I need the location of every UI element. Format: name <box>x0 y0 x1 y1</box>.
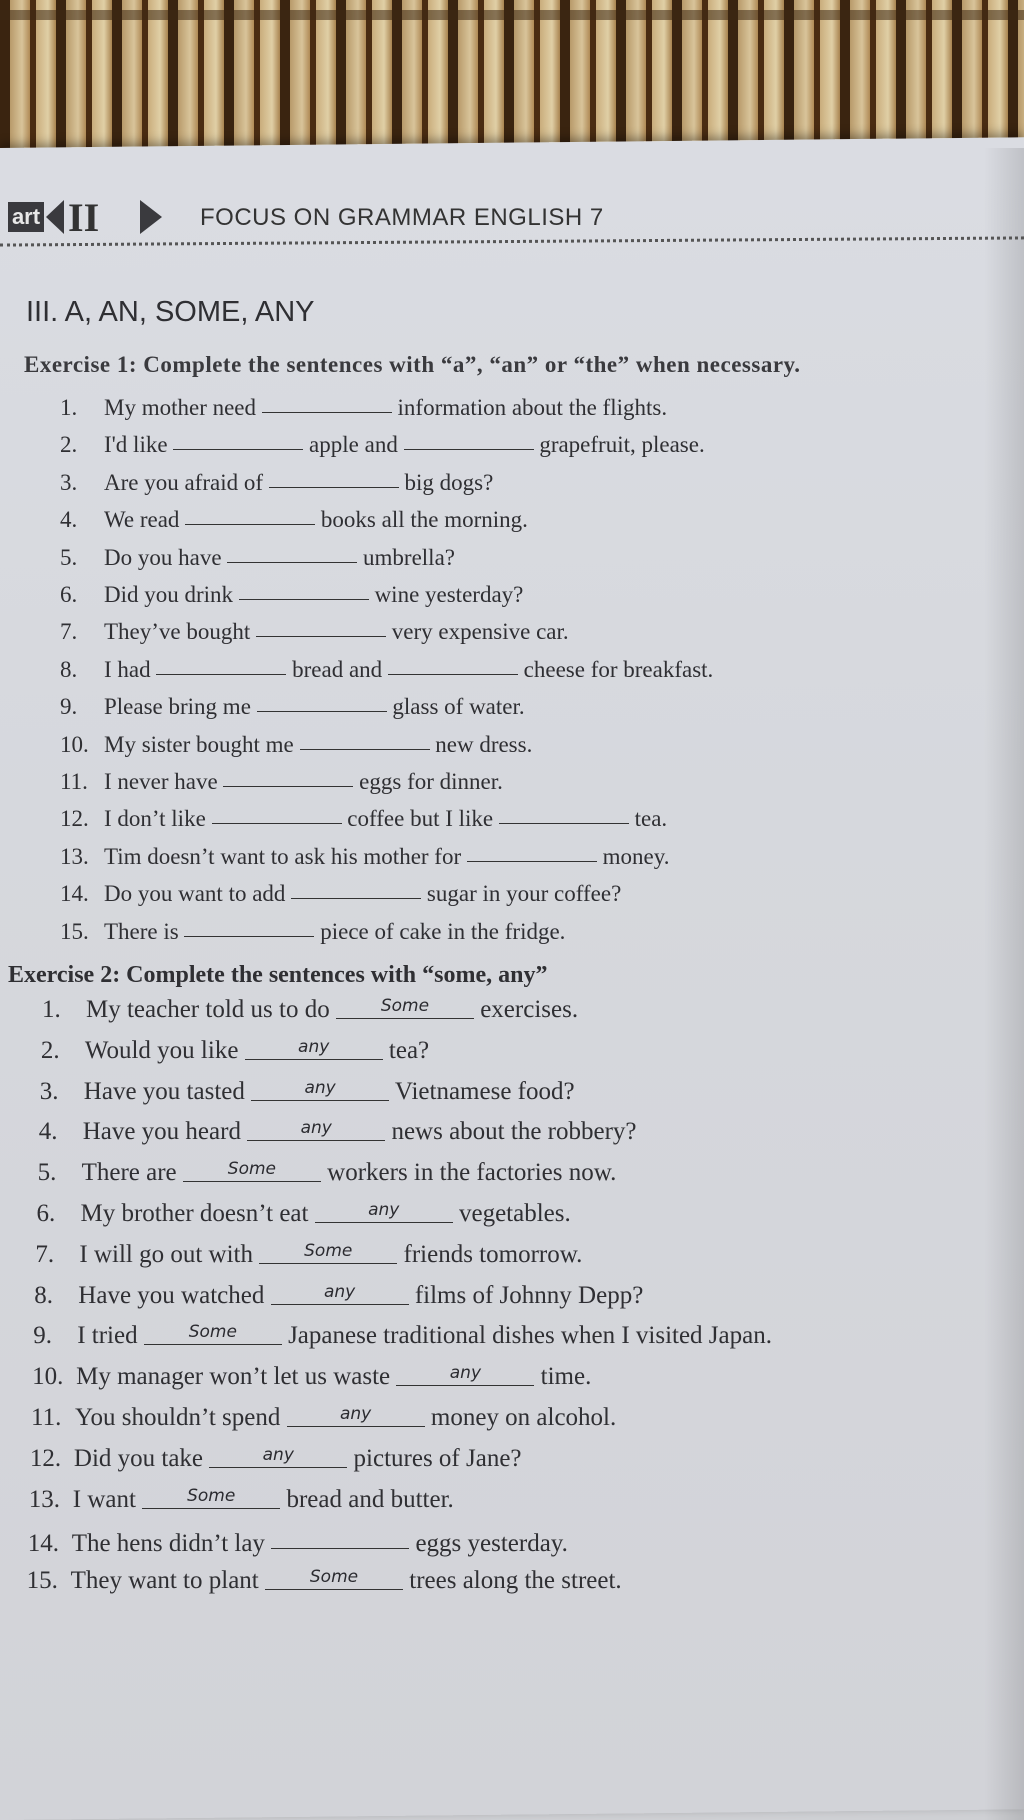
item-text: piece of cake in the fridge. <box>314 918 566 944</box>
answer-blank[interactable] <box>262 388 392 413</box>
item-number: 14. <box>60 881 89 907</box>
answer-blank[interactable] <box>184 912 314 937</box>
item-text: information about the flights. <box>391 395 668 420</box>
answer-blank[interactable] <box>499 799 629 824</box>
answer-blank[interactable] <box>265 1565 403 1590</box>
exercise-item <box>60 914 565 945</box>
item-text: coffee but I like <box>341 806 499 832</box>
item-number: 5. <box>37 1159 57 1187</box>
handwritten-answer: any <box>262 1444 294 1465</box>
exercise-item <box>32 1363 591 1391</box>
item-text: bread and <box>286 656 388 682</box>
answer-blank[interactable] <box>247 1116 385 1141</box>
item-text: They’ve bought <box>104 619 257 645</box>
answer-blank[interactable] <box>185 500 315 525</box>
item-text: My manager won’t let us waste <box>76 1363 397 1391</box>
exercise-item <box>60 540 455 571</box>
item-text: eggs for dinner. <box>353 769 503 794</box>
answer-blank[interactable] <box>271 1524 409 1549</box>
item-text: Do you want to add <box>104 881 292 907</box>
answer-blank[interactable] <box>144 1320 282 1345</box>
exercise-item <box>41 1037 429 1065</box>
exercise-item <box>60 876 621 907</box>
item-text: Are you afraid of <box>104 469 269 495</box>
item-text: Do you have <box>104 544 228 570</box>
item-text: We read <box>104 507 186 533</box>
item-text: bread and butter. <box>280 1485 454 1513</box>
item-number: 7. <box>60 619 78 645</box>
item-text: pictures of Jane? <box>347 1444 522 1472</box>
item-number: 9. <box>60 694 78 720</box>
item-text: The hens didn’t lay <box>71 1530 272 1558</box>
item-text: My mother need <box>104 395 262 420</box>
item-text: eggs yesterday. <box>409 1530 568 1558</box>
item-number: 12. <box>60 806 89 832</box>
exercise-item <box>60 839 670 870</box>
exercise-item <box>29 1486 454 1514</box>
item-number: 6. <box>36 1200 56 1227</box>
exercise-item <box>37 1200 571 1228</box>
exercise-item <box>60 390 667 421</box>
handwritten-answer: Some <box>227 1159 277 1180</box>
item-number: 1. <box>42 996 61 1023</box>
exercise1-title: Exercise 1: Complete the sentences with “a”, “an” or “the” when necessary. <box>24 352 801 377</box>
item-number: 5. <box>60 544 78 570</box>
item-number: 13. <box>28 1485 61 1513</box>
item-text: I want <box>72 1485 143 1513</box>
handwritten-answer: any <box>298 1036 330 1057</box>
handwritten-answer: Some <box>309 1567 359 1588</box>
item-number: 15. <box>60 918 89 944</box>
book-title: FOCUS ON GRAMMAR ENGLISH 7 <box>200 204 604 231</box>
item-text: new dress. <box>429 731 533 757</box>
item-text: very expensive car. <box>386 619 569 645</box>
item-text: friends tomorrow. <box>397 1240 583 1268</box>
answer-blank[interactable] <box>173 425 303 450</box>
item-number: 9. <box>33 1322 52 1350</box>
answer-blank[interactable] <box>212 799 342 824</box>
item-text: I never have <box>104 769 224 794</box>
item-text: Vietnamese food? <box>389 1077 575 1105</box>
item-text: Did you take <box>73 1444 210 1472</box>
exercise-item <box>60 614 569 645</box>
answer-blank[interactable] <box>336 994 474 1019</box>
item-text: They want to plant <box>70 1567 265 1595</box>
answer-blank[interactable] <box>300 725 430 750</box>
item-number: 3. <box>39 1077 59 1105</box>
item-number: 13. <box>60 843 89 869</box>
exercise-item <box>31 1404 616 1432</box>
item-text: tea. <box>628 806 668 832</box>
item-text: You shouldn’t spend <box>75 1404 287 1431</box>
item-number: 1. <box>60 395 78 420</box>
item-number: 8. <box>34 1281 54 1309</box>
page-header <box>0 196 700 240</box>
handwritten-answer: Some <box>380 996 430 1016</box>
answer-blank[interactable] <box>156 650 286 675</box>
item-text: Japanese traditional dishes when I visited Japan. <box>281 1322 772 1350</box>
answer-blank[interactable] <box>467 837 597 862</box>
item-number: 14. <box>27 1530 59 1558</box>
item-number: 2. <box>40 1036 60 1064</box>
exercise-item <box>42 996 578 1024</box>
item-text: Did you drink <box>104 582 239 607</box>
item-text: exercises. <box>473 996 579 1023</box>
exercise-item <box>27 1567 622 1595</box>
exercise-item <box>35 1241 582 1269</box>
item-text: time. <box>534 1363 592 1391</box>
item-text: wine yesterday? <box>368 582 524 607</box>
item-text: Have you heard <box>82 1118 248 1146</box>
item-number: 2. <box>60 432 78 458</box>
item-text: There is <box>104 918 185 944</box>
handwritten-answer: Some <box>187 1485 236 1506</box>
part-label: art <box>8 202 44 232</box>
handwritten-answer: any <box>368 1200 400 1220</box>
answer-blank[interactable] <box>291 874 421 899</box>
item-number: 15. <box>26 1567 58 1595</box>
section-title: III. A, AN, SOME, ANY <box>26 296 315 328</box>
right-arrow-icon <box>140 200 162 234</box>
answer-blank[interactable] <box>223 762 353 787</box>
exercise-item <box>60 577 523 608</box>
handwritten-answer: any <box>449 1363 482 1384</box>
item-text: Have you watched <box>78 1281 271 1309</box>
answer-blank[interactable] <box>251 1076 389 1101</box>
answer-blank[interactable] <box>257 687 387 712</box>
handwritten-answer: Some <box>304 1240 353 1261</box>
item-text: Would you like <box>84 1036 245 1064</box>
exercise-item <box>60 801 667 832</box>
item-text: apple and <box>303 432 404 458</box>
item-text: big dogs? <box>398 469 494 495</box>
handwritten-answer: any <box>304 1077 336 1098</box>
exercise-item <box>60 465 493 496</box>
item-number: 10. <box>60 731 89 757</box>
item-text: news about the robbery? <box>385 1118 637 1146</box>
exercise-item <box>60 689 525 720</box>
item-text: My sister bought me <box>104 731 300 757</box>
answer-blank[interactable] <box>259 1239 397 1264</box>
exercise-item <box>33 1322 772 1350</box>
answer-blank[interactable] <box>227 538 357 563</box>
exercise-item <box>38 1159 617 1187</box>
item-text: books all the morning. <box>315 507 528 533</box>
item-text: I had <box>104 656 157 682</box>
item-text: cheese for breakfast. <box>517 656 714 682</box>
handwritten-answer: any <box>339 1404 372 1424</box>
item-text: films of Johnny Depp? <box>408 1281 644 1309</box>
item-number: 6. <box>60 582 78 607</box>
item-text: umbrella? <box>357 544 455 570</box>
item-text: workers in the factories now. <box>320 1159 617 1187</box>
answer-blank[interactable] <box>271 1280 409 1305</box>
answer-blank[interactable] <box>239 575 369 600</box>
item-number: 8. <box>60 656 78 682</box>
item-text: vegetables. <box>452 1200 571 1227</box>
answer-blank[interactable] <box>315 1198 453 1223</box>
part-number: II <box>68 195 100 240</box>
item-text: I tried <box>77 1322 144 1350</box>
item-number: 10. <box>32 1363 64 1391</box>
item-number: 3. <box>60 469 78 495</box>
item-text: sugar in your coffee? <box>421 881 622 907</box>
answer-blank[interactable] <box>388 650 518 675</box>
item-text: I don’t like <box>104 806 212 832</box>
answer-blank[interactable] <box>183 1157 321 1182</box>
handwritten-answer: Some <box>188 1322 237 1343</box>
exercise-item <box>28 1526 568 1558</box>
item-text: glass of water. <box>386 694 525 720</box>
exercise-item <box>60 727 532 758</box>
answer-blank[interactable] <box>287 1402 425 1427</box>
left-arrow-icon <box>46 200 64 234</box>
exercise-item <box>60 502 528 533</box>
item-text: Please bring me <box>104 694 257 720</box>
item-text: My teacher told us to do <box>86 996 336 1023</box>
handwritten-answer: any <box>300 1118 332 1139</box>
exercise-item <box>40 1078 575 1106</box>
answer-blank[interactable] <box>396 1361 534 1386</box>
item-text: money. <box>596 843 670 869</box>
item-text: Have you tasted <box>83 1077 252 1105</box>
item-text: I'd like <box>104 432 174 458</box>
exercise-item <box>60 764 503 795</box>
item-text: I will go out with <box>79 1240 260 1268</box>
answer-blank[interactable] <box>209 1443 347 1468</box>
item-text: There are <box>81 1159 183 1187</box>
handwritten-answer: any <box>323 1281 356 1302</box>
item-number: 11. <box>31 1404 62 1431</box>
item-number: 11. <box>60 769 88 794</box>
answer-blank[interactable] <box>142 1484 280 1509</box>
item-text: tea? <box>382 1036 430 1064</box>
answer-blank[interactable] <box>245 1035 383 1060</box>
item-text: My brother doesn’t eat <box>80 1200 315 1227</box>
item-text: Tim doesn’t want to ask his mother for <box>104 843 467 869</box>
answer-blank[interactable] <box>404 425 534 450</box>
exercise-item <box>60 427 705 458</box>
item-number: 4. <box>38 1118 58 1146</box>
exercise-item <box>60 652 713 683</box>
item-number: 12. <box>29 1444 62 1472</box>
answer-blank[interactable] <box>269 463 399 488</box>
exercise-item <box>34 1282 643 1310</box>
answer-blank[interactable] <box>256 612 386 637</box>
item-text: trees along the street. <box>403 1567 622 1595</box>
item-text: grapefruit, please. <box>533 432 705 458</box>
exercise-item <box>39 1118 637 1146</box>
item-number: 4. <box>60 507 78 533</box>
item-text: money on alcohol. <box>424 1404 617 1431</box>
exercise-item <box>30 1445 522 1473</box>
item-number: 7. <box>35 1240 55 1268</box>
exercise2-title: Exercise 2: Complete the sentences with “some, any” <box>8 962 548 988</box>
